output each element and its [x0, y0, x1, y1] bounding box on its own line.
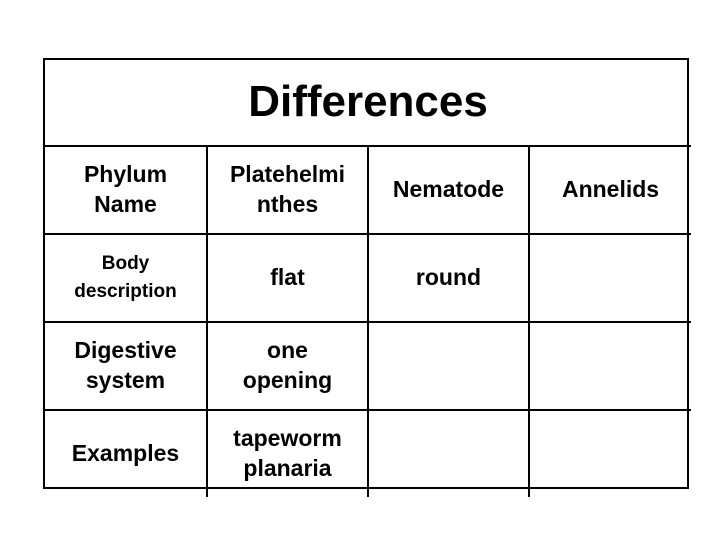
cell-line1: one	[267, 337, 308, 364]
cell-body-platehelminthes: flat	[207, 234, 368, 322]
cell-digestive-platehelminthes	[207, 322, 368, 410]
differences-table	[43, 58, 689, 489]
row-label-digestive-system	[45, 322, 207, 410]
table-title: Differences	[45, 60, 691, 146]
cell-body-annelids	[529, 234, 691, 322]
header-annelids: Annelids	[529, 146, 691, 234]
header-phylum-name-line1: Phylum	[83, 161, 168, 188]
row-label-line2: system	[85, 367, 166, 393]
header-platehelminthes-line1: Platehelmi	[229, 161, 346, 188]
comparison-grid	[45, 60, 691, 497]
cell-examples-nematode	[368, 410, 529, 497]
cell-line1: tapeworm	[233, 425, 342, 452]
table-row	[45, 322, 691, 410]
cell-digestive-annelids	[529, 322, 691, 410]
cell-line2: opening	[242, 367, 333, 393]
row-label-body-description	[45, 234, 207, 322]
row-label-line1: Body	[101, 253, 150, 275]
row-label-line2: description	[74, 281, 177, 302]
table-row	[45, 410, 691, 497]
cell-body-nematode: round	[368, 234, 529, 322]
cell-examples-platehelminthes	[207, 410, 368, 497]
header-phylum-name-line2: Name	[94, 191, 157, 217]
header-platehelminthes	[207, 146, 368, 234]
row-label-examples: Examples	[45, 410, 207, 497]
header-nematode: Nematode	[368, 146, 529, 234]
table-row	[45, 234, 691, 322]
cell-line2: planaria	[243, 455, 332, 481]
cell-digestive-nematode	[368, 322, 529, 410]
title-row	[45, 60, 691, 146]
header-row	[45, 146, 691, 234]
header-platehelminthes-line2: nthes	[256, 191, 319, 217]
header-phylum-name	[45, 146, 207, 234]
row-label-line1: Digestive	[74, 337, 177, 364]
cell-examples-annelids	[529, 410, 691, 497]
